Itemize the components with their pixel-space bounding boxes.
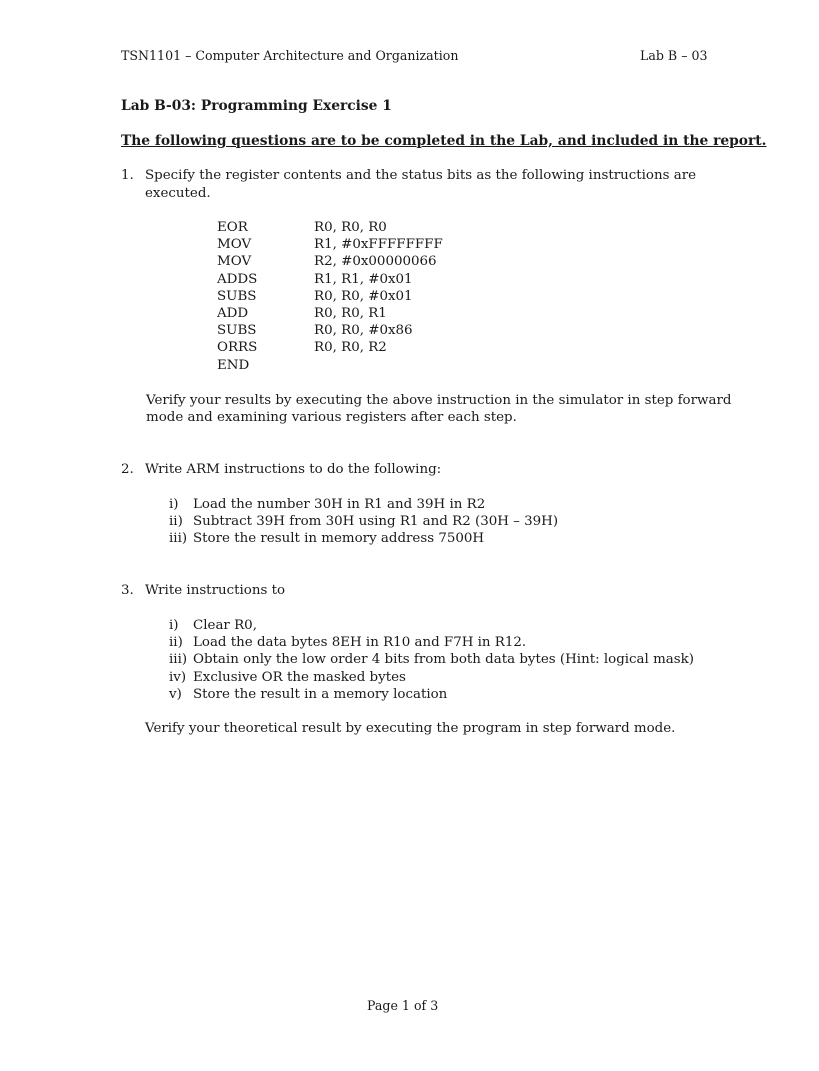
instruction-op: ADDS (217, 271, 258, 287)
list-item-number: iv) (169, 669, 187, 685)
q1-text-line2: executed. (145, 186, 211, 201)
instruction-operands: R0, R0, R0 (314, 220, 387, 235)
report-notice: The following questions are to be completed in the Lab, and included in the report. (121, 133, 767, 149)
list-item-text: Load the data bytes 8EH in R10 and F7H in R12. (193, 635, 527, 651)
list-item-number: ii) (169, 514, 183, 530)
q1-verify-line2: mode and examining various registers after each step. (146, 410, 517, 425)
instruction-op: EOR (217, 220, 248, 235)
list-item-text: Store the result in a memory location (193, 686, 448, 702)
header-course: TSN1101 – Computer Architecture and Organization (121, 48, 459, 63)
instruction-listing (217, 220, 517, 380)
list-item-number: ii) (169, 635, 183, 651)
instruction-operands: R1, #0xFFFFFFFF (314, 237, 443, 253)
q3-list (169, 618, 694, 708)
list-item-text: Subtract 39H from 30H using R1 and R2 (30H – 39H) (193, 514, 559, 530)
list-item-text: Store the result in memory address 7500H (193, 531, 485, 547)
instruction-operands: R0, R0, #0x01 (314, 288, 413, 304)
list-item-text: Clear R0, (193, 618, 257, 633)
list-item-number: iii) (169, 652, 188, 668)
instruction-operands: R0, R0, R2 (314, 340, 387, 356)
page-title: Lab B-03: Programming Exercise 1 (121, 98, 392, 114)
header-lab-id: Lab B – 03 (640, 48, 708, 63)
instruction-operands: R1, R1, #0x01 (314, 271, 413, 287)
q1-text-line1: Specify the register contents and the status bits as the following instructions are (145, 168, 697, 183)
list-item-number: iii) (169, 531, 188, 547)
q2-list (169, 497, 569, 552)
instruction-op: ADD (217, 306, 249, 321)
list-item-number: i) (169, 497, 179, 512)
q3-number: 3. (121, 583, 134, 598)
instruction-op: SUBS (217, 288, 257, 304)
instruction-op: SUBS (217, 323, 257, 339)
instruction-op: ORRS (217, 340, 258, 356)
list-item-number: v) (169, 686, 182, 702)
q1-number: 1. (121, 168, 134, 183)
instruction-op: END (217, 357, 250, 373)
q3-text: Write instructions to (145, 583, 286, 598)
instruction-operands: R0, R0, R1 (314, 306, 387, 321)
instruction-op: MOV (217, 254, 252, 270)
q2-number: 2. (121, 462, 134, 477)
instruction-operands: R0, R0, #0x86 (314, 323, 413, 339)
list-item-text: Load the number 30H in R1 and 39H in R2 (193, 497, 486, 512)
instruction-op: MOV (217, 237, 252, 253)
instruction-operands: R2, #0x00000066 (314, 254, 437, 270)
page-number: Page 1 of 3 (367, 998, 439, 1013)
q2-text: Write ARM instructions to do the following: (145, 462, 442, 477)
list-item-number: i) (169, 618, 179, 633)
q1-verify-line1: Verify your results by executing the above instruction in the simulator in step forward (146, 393, 732, 408)
list-item-text: Exclusive OR the masked bytes (193, 669, 406, 685)
list-item-text: Obtain only the low order 4 bits from both data bytes (Hint: logical mask) (193, 652, 694, 668)
q3-verify: Verify your theoretical result by executing the program in step forward mode. (145, 721, 676, 736)
